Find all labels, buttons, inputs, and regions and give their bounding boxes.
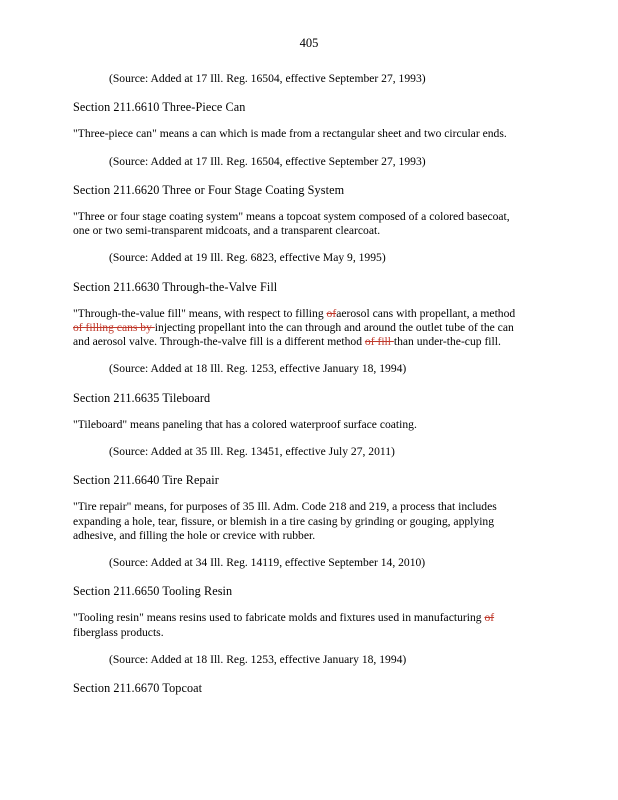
deleted-text: of fill — [364, 335, 394, 349]
definition-line: "Tire repair" means, for purposes of 35 Ill. Adm. Code 218 and 219, a process that includes — [73, 500, 497, 514]
section-heading-211-6635: Section 211.6635 Tileboard — [73, 390, 211, 405]
deleted-text: of — [326, 306, 337, 320]
definition-coating-system — [73, 210, 563, 238]
text-run: fiberglass products. — [73, 625, 164, 639]
definition-three-piece-can: "Three-piece can" means a can which is made from a rectangular sheet and two circular ends. — [73, 127, 507, 141]
definition-line: expanding a hole, tear, fissure, or blemish in a tire casing by grinding or gouging, applying — [73, 514, 495, 528]
page-number: 405 — [299, 36, 319, 50]
definition-tooling-resin — [73, 611, 563, 639]
definition-through-the-valve-fill — [73, 307, 563, 350]
section-heading-211-6650: Section 211.6650 Tooling Resin — [73, 584, 233, 599]
source-note: (Source: Added at 34 Ill. Reg. 14119, effective September 14, 2010) — [109, 556, 426, 570]
text-run: "Tooling resin" means resins used to fabricate molds and fixtures used in manufacturing — [73, 611, 485, 625]
definition-line: adhesive, and filling the hole or crevice with rubber. — [73, 528, 316, 542]
section-heading-211-6640: Section 211.6640 Tire Repair — [73, 473, 219, 488]
deleted-text: of filling cans by — [73, 321, 155, 335]
text-run: and aerosol valve. Through-the-valve fill is a different method — [73, 335, 365, 349]
source-note: (Source: Added at 19 Ill. Reg. 6823, effective May 9, 1995) — [109, 251, 386, 265]
document-body — [73, 72, 563, 695]
source-note: (Source: Added at 17 Ill. Reg. 16504, effective September 27, 1993) — [109, 154, 426, 168]
source-note: (Source: Added at 35 Ill. Reg. 13451, effective July 27, 2011) — [109, 445, 395, 459]
definition-line: one or two semi-transparent midcoats, and a transparent clearcoat. — [73, 224, 381, 238]
section-heading-211-6610: Section 211.6610 Three-Piece Can — [73, 100, 246, 115]
text-run: aerosol cans with propellant, a method — [336, 306, 516, 320]
definition-line: "Three or four stage coating system" means a topcoat system composed of a colored basecoat, — [73, 210, 510, 224]
deleted-text: of — [484, 611, 495, 625]
text-run: injecting propellant into the can through and around the outlet tube of the can — [154, 321, 514, 335]
source-note: (Source: Added at 17 Ill. Reg. 16504, effective September 27, 1993) — [109, 72, 426, 85]
text-run: "Through-the-value fill" means, with respect to filling — [73, 306, 327, 320]
section-heading-211-6630: Section 211.6630 Through-the-Valve Fill — [73, 279, 278, 294]
text-run: than under-the-cup fill. — [393, 335, 501, 349]
source-note: (Source: Added at 18 Ill. Reg. 1253, effective January 18, 1994) — [109, 652, 407, 666]
definition-tire-repair — [73, 500, 563, 543]
section-heading-211-6620: Section 211.6620 Three or Four Stage Coating System — [73, 182, 345, 197]
section-heading-211-6670: Section 211.6670 Topcoat — [73, 681, 203, 696]
source-note: (Source: Added at 18 Ill. Reg. 1253, effective January 18, 1994) — [109, 362, 407, 376]
definition-tileboard: "Tileboard" means paneling that has a colored waterproof surface coating. — [73, 417, 417, 431]
